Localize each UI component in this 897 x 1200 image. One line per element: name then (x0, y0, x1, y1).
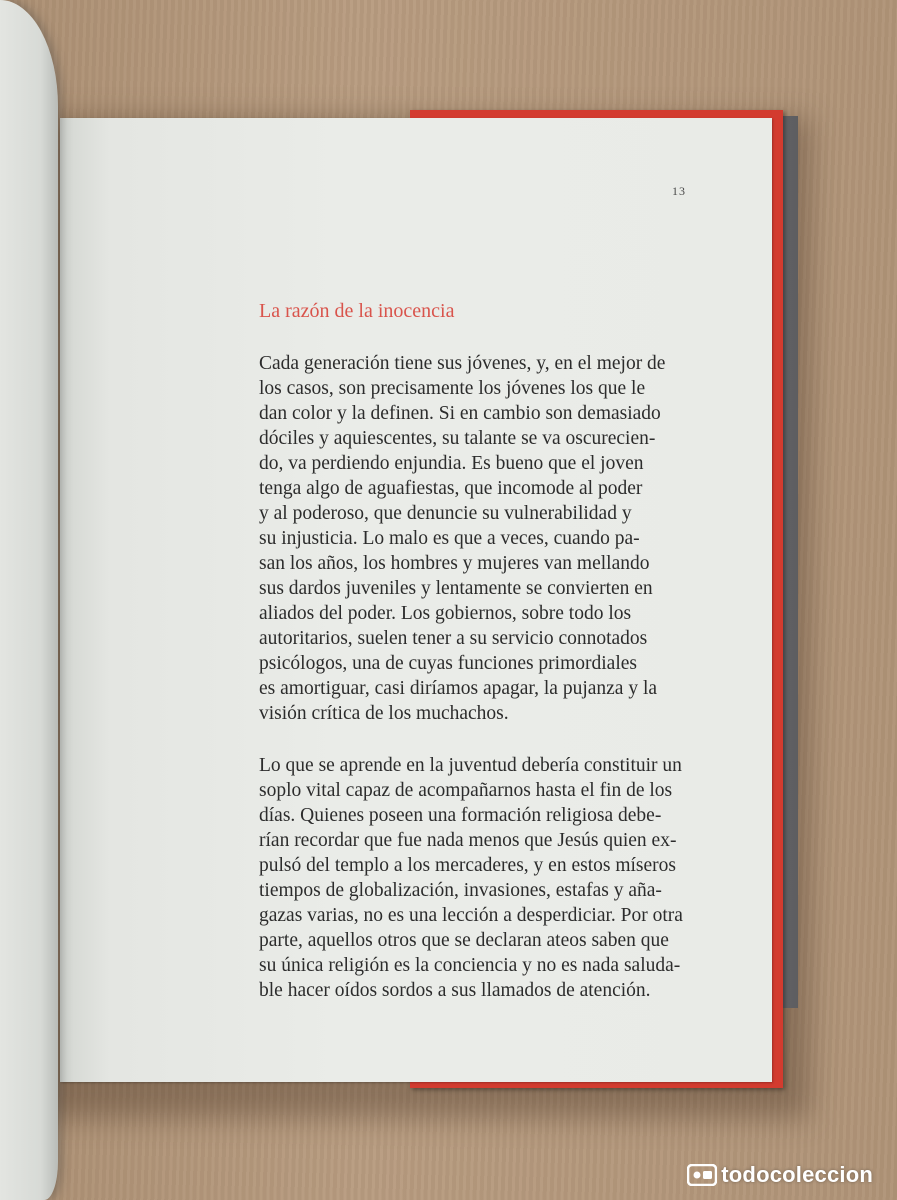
text-line: Cada generación tiene sus jóvenes, y, en el mejor de (259, 353, 666, 374)
text-line: y al poderoso, que denuncie su vulnerabilidad y (259, 503, 632, 524)
text-line: su injusticia. Lo malo es que a veces, cuando pa- (259, 528, 640, 549)
text-line: ble hacer oídos sordos a sus llamados de atención. (259, 980, 651, 1001)
chapter-title: La razón de la inocencia (259, 300, 455, 322)
paragraph-1 (259, 351, 719, 726)
todocoleccion-logo-icon (687, 1164, 717, 1186)
text-line: autoritarios, suelen tener a su servicio connotados (259, 628, 648, 649)
watermark (687, 1162, 873, 1188)
text-line: Lo que se aprende en la juventud debería constituir un (259, 755, 682, 776)
watermark-text: todocoleccion (721, 1162, 873, 1187)
text-line: dan color y la definen. Si en cambio son demasiado (259, 403, 661, 424)
text-line: tenga algo de aguafiestas, que incomode al poder (259, 478, 643, 499)
text-line: su única religión es la conciencia y no es nada saluda- (259, 955, 681, 976)
text-line: tiempos de globalización, invasiones, estafas y aña- (259, 880, 662, 901)
page-number: 13 (672, 184, 686, 198)
text-line: do, va perdiendo enjundia. Es bueno que el joven (259, 453, 644, 474)
text-line: días. Quienes poseen una formación religiosa debe- (259, 805, 662, 826)
text-line: aliados del poder. Los gobiernos, sobre todo los (259, 603, 632, 624)
text-line: soplo vital capaz de acompañarnos hasta el fin de los (259, 780, 673, 801)
text-line: pulsó del templo a los mercaderes, y en estos míseros (259, 855, 676, 876)
text-line: sus dardos juveniles y lentamente se convierten en (259, 578, 653, 599)
curled-left-page (0, 0, 58, 1200)
text-line: los casos, son precisamente los jóvenes los que le (259, 378, 646, 399)
text-line: gazas varias, no es una lección a desperdiciar. Por otra (259, 905, 683, 926)
text-line: san los años, los hombres y mujeres van mellando (259, 553, 650, 574)
text-line: psicólogos, una de cuyas funciones primordiales (259, 653, 637, 674)
text-line: dóciles y aquiescentes, su talante se va oscurecien- (259, 428, 656, 449)
text-line: visión crítica de los muchachos. (259, 703, 509, 724)
text-line: es amortiguar, casi diríamos apagar, la pujanza y la (259, 678, 658, 699)
text-line: parte, aquellos otros que se declaran ateos saben que (259, 930, 669, 951)
text-line: rían recordar que fue nada menos que Jesús quien ex- (259, 830, 677, 851)
paragraph-2 (259, 753, 719, 1003)
